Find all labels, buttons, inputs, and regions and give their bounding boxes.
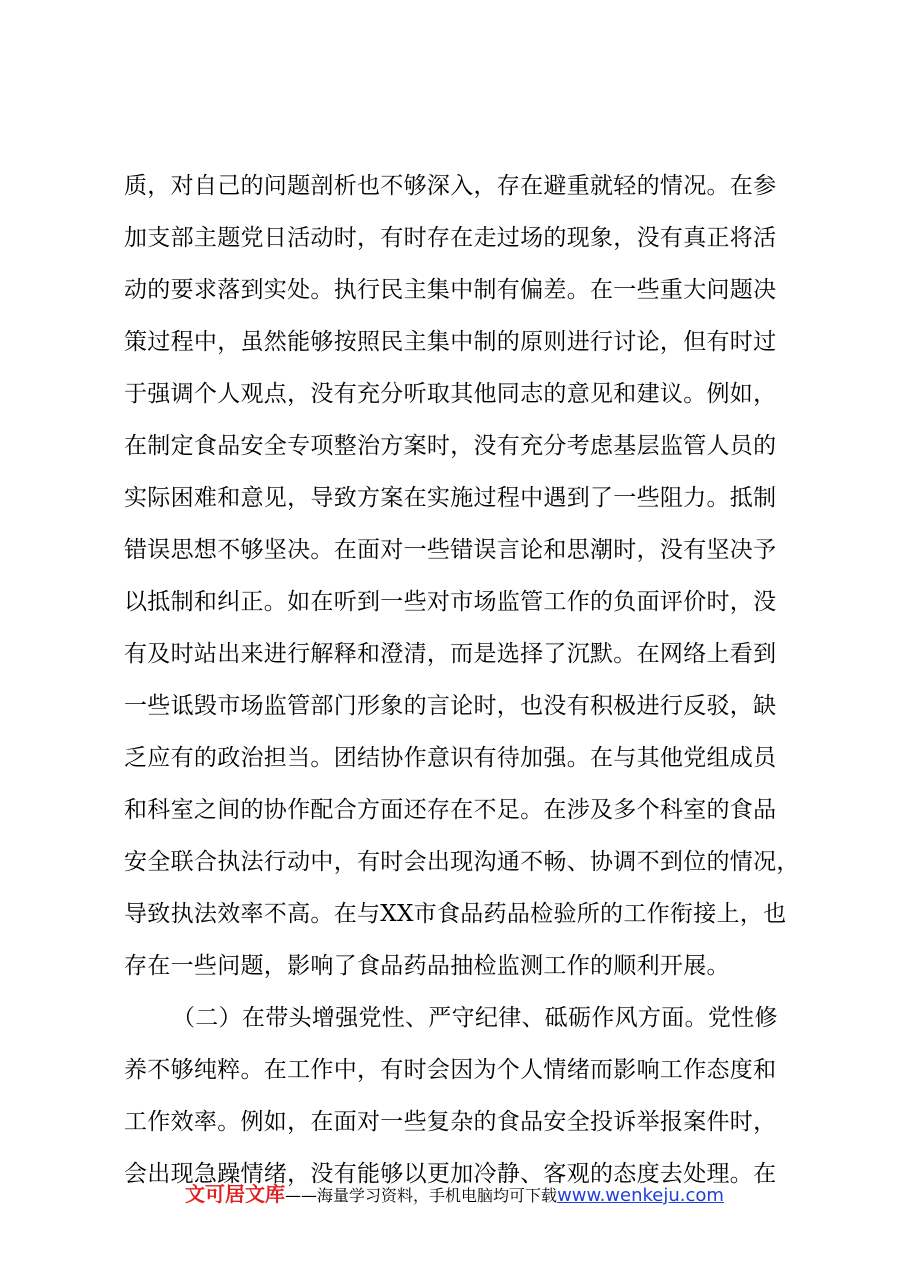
text-line: 养不够纯粹。在工作中，有时会因为个人情绪而影响工作态度和 xyxy=(124,1057,777,1083)
text-line: 和科室之间的协作配合方面还存在不足。在涉及多个科室的食品 xyxy=(124,797,777,823)
text-line: 有及时站出来进行解释和澄清，而是选择了沉默。在网络上看到 xyxy=(124,641,777,667)
text-line: 工作效率。例如，在面对一些复杂的食品安全投诉举报案件时， xyxy=(124,1109,777,1135)
text-line: 以抵制和纠正。如在听到一些对市场监管工作的负面评价时，没 xyxy=(124,589,777,615)
text-line: 质，对自己的问题剖析也不够深入，存在避重就轻的情况。在参 xyxy=(124,173,777,199)
text-line: 安全联合执法行动中，有时会出现沟通不畅、协调不到位的情况， xyxy=(124,849,800,875)
text-line: 于强调个人观点，没有充分听取其他同志的意见和建议。例如， xyxy=(124,381,777,407)
document-body xyxy=(124,160,800,1200)
text-line: 加支部主题党日活动时，有时存在走过场的现象，没有真正将活 xyxy=(124,225,777,251)
footer-tagline: ——海量学习资料，手机电脑均可下载 xyxy=(285,1186,558,1205)
text-line: 策过程中，虽然能够按照民主集中制的原则进行讨论，但有时过 xyxy=(124,329,777,355)
text-line: 存在一些问题，影响了食品药品抽检监测工作的顺利开展。 xyxy=(124,953,730,979)
text-line: 一些诋毁市场监管部门形象的言论时，也没有积极进行反驳，缺 xyxy=(124,693,777,719)
text-line: 动的要求落到实处。执行民主集中制有偏差。在一些重大问题决 xyxy=(124,277,777,303)
text-line: 乏应有的政治担当。团结协作意识有待加强。在与其他党组成员 xyxy=(124,745,777,771)
text-line: 在制定食品安全专项整治方案时，没有充分考虑基层监管人员的 xyxy=(124,433,777,459)
footer-brand: 文可居文库 xyxy=(185,1182,286,1206)
section-heading-line: （二）在带头增强党性、严守纪律、砥砺作风方面。党性修 xyxy=(172,1005,778,1031)
footer-banner xyxy=(0,1178,909,1207)
text-line: 实际困难和意见，导致方案在实施过程中遇到了一些阻力。抵制 xyxy=(124,485,777,511)
text-line: 错误思想不够坚决。在面对一些错误言论和思潮时，没有坚决予 xyxy=(124,537,777,563)
text-line: 会出现急躁情绪，没有能够以更加冷静、客观的态度去处理。在 xyxy=(124,1161,777,1187)
footer-site-link[interactable]: www.wenkeju.com xyxy=(557,1185,724,1206)
text-line: 导致执法效率不高。在与XX市食品药品检验所的工作衔接上，也 xyxy=(124,901,787,927)
